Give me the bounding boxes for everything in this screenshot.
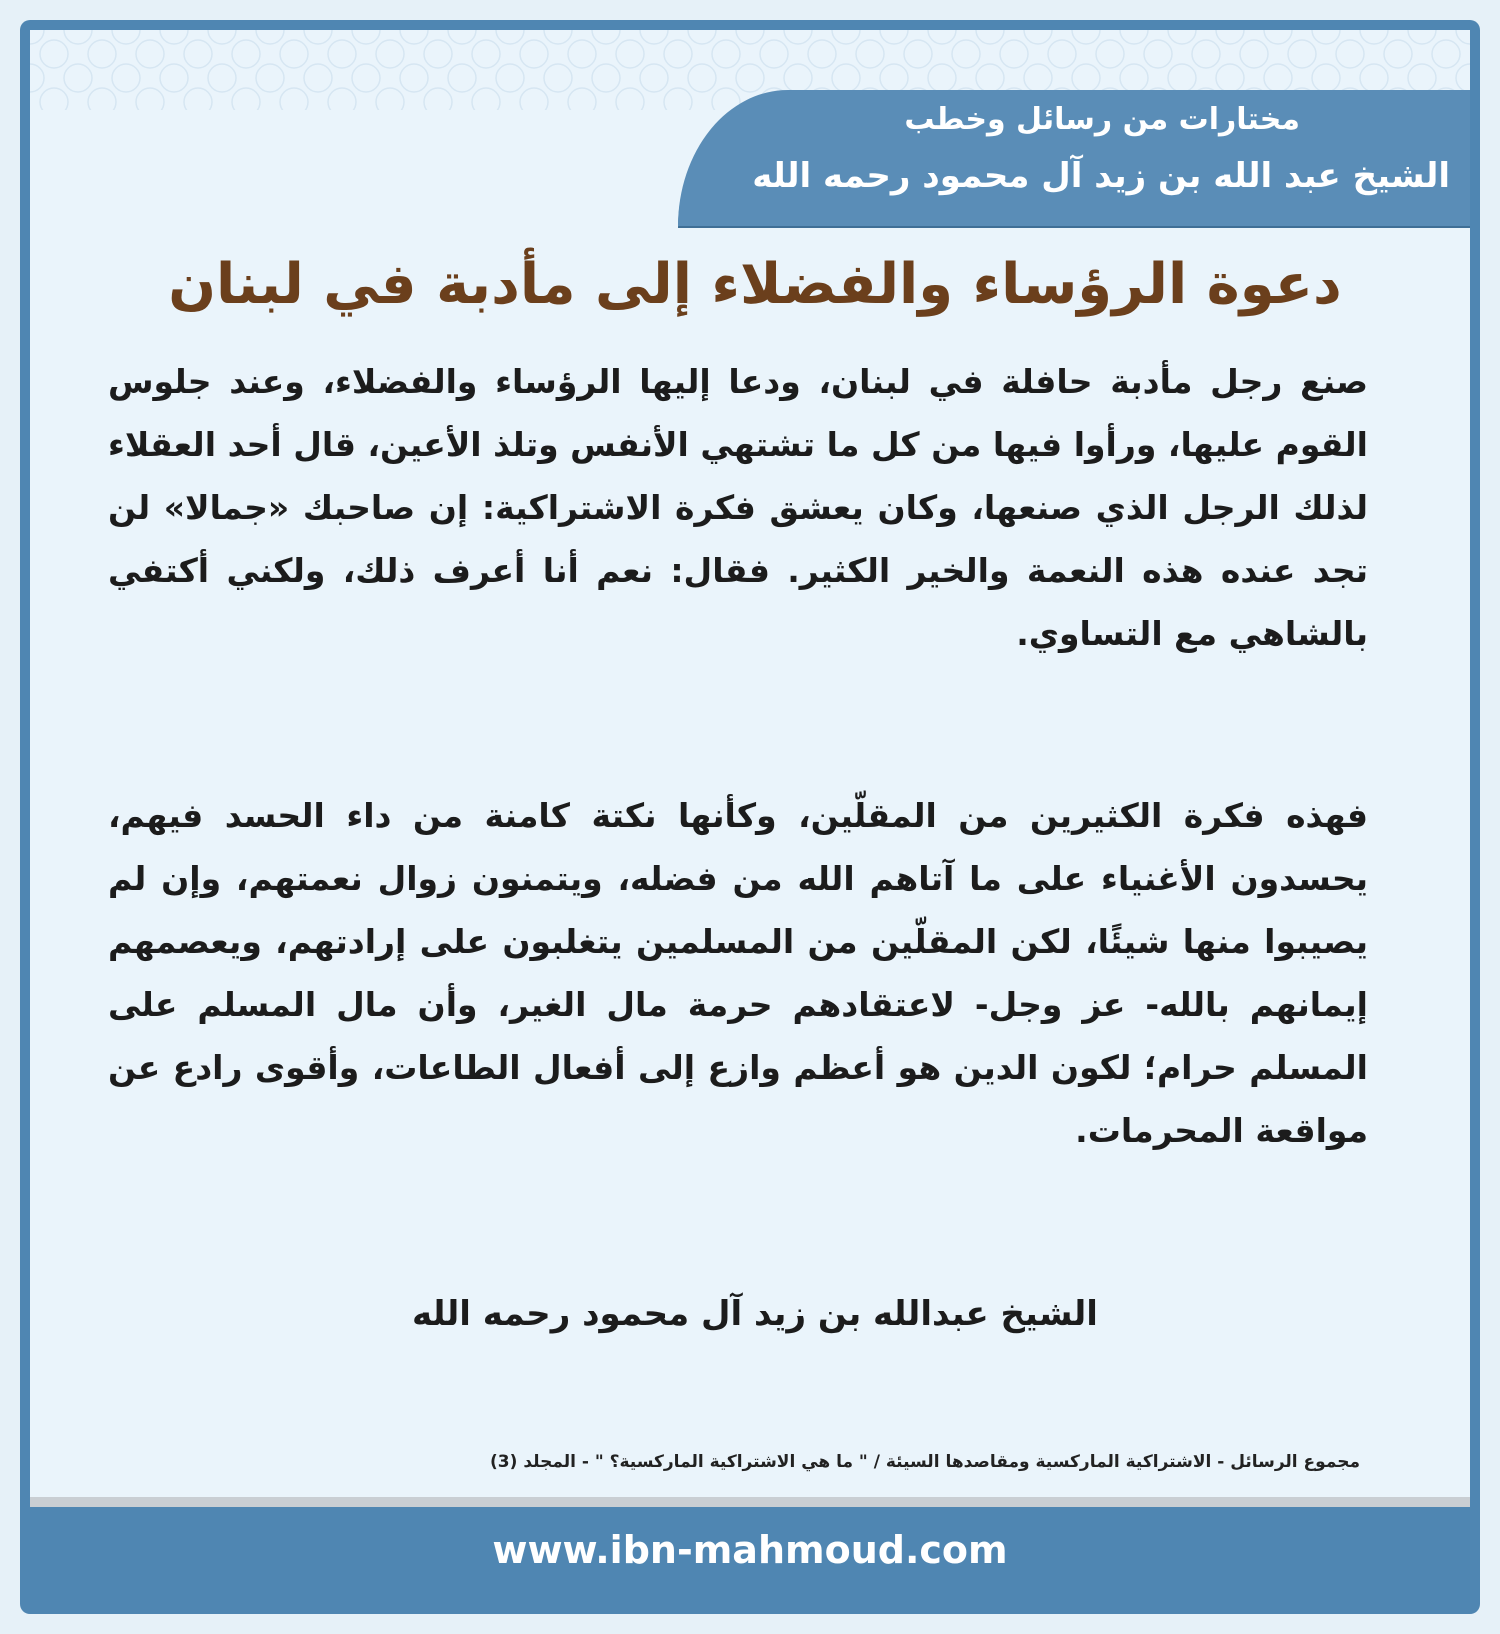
header-band: [678, 90, 1470, 226]
website-link[interactable]: www.ibn-mahmoud.com: [492, 1528, 1008, 1572]
footer-divider: [30, 1497, 1470, 1507]
author-signature: الشيخ عبدالله بن زيد آل محمود رحمه الله: [412, 1294, 1098, 1334]
article-title: دعوة الرؤساء والفضلاء إلى مأدبة في لبنان: [168, 252, 1342, 317]
content-panel: [30, 30, 1470, 1497]
header-series-title: مختارات من رسائل وخطب: [904, 102, 1300, 137]
source-citation: مجموع الرسائل - الاشتراكية الماركسية ومقاصدها السيئة / " ما هي الاشتراكية الماركسية؟ " - المجلد (3): [490, 1452, 1360, 1472]
article-paragraph-1: صنع رجل مأدبة حافلة في لبنان، ودعا إليها الرؤساء والفضلاء، وعند جلوس القوم عليها، ورأوا فيها من كل ما تشتهي الأنفس وتلذ الأعين، قال أحد العقلاء لذلك الرجل الذي صنعها، وكان يعشق فكرة الاشتراكية: إن صاحبك «جمالا» لن تجد عنده هذه النعمة والخير الكثير. فقال: نعم أنا أعرف ذلك، ولكني أكتفي بالشاهي مع التساوي.: [108, 362, 1368, 653]
header-author-name: الشيخ عبد الله بن زيد آل محمود رحمه الله: [752, 156, 1450, 196]
article-paragraph-2: فهذه فكرة الكثيرين من المقلّين، وكأنها نكتة كامنة من داء الحسد فيهم، يحسدون الأغنياء على ما آتاهم الله من فضله، ويتمنون زوال نعمتهم، وإن لم يصيبوا منها شيئًا، لكن المقلّين من المسلمين يتغلبون على إرادتهم، ويعصمهم إيمانهم بالله- عز وجل- لاعتقادهم حرمة مال الغير، وأن مال المسلم على المسلم حرام؛ لكون الدين هو أعظم وازع إلى أفعال الطاعات، وأقوى رادع عن مواقعة المحرمات.: [108, 796, 1368, 1150]
